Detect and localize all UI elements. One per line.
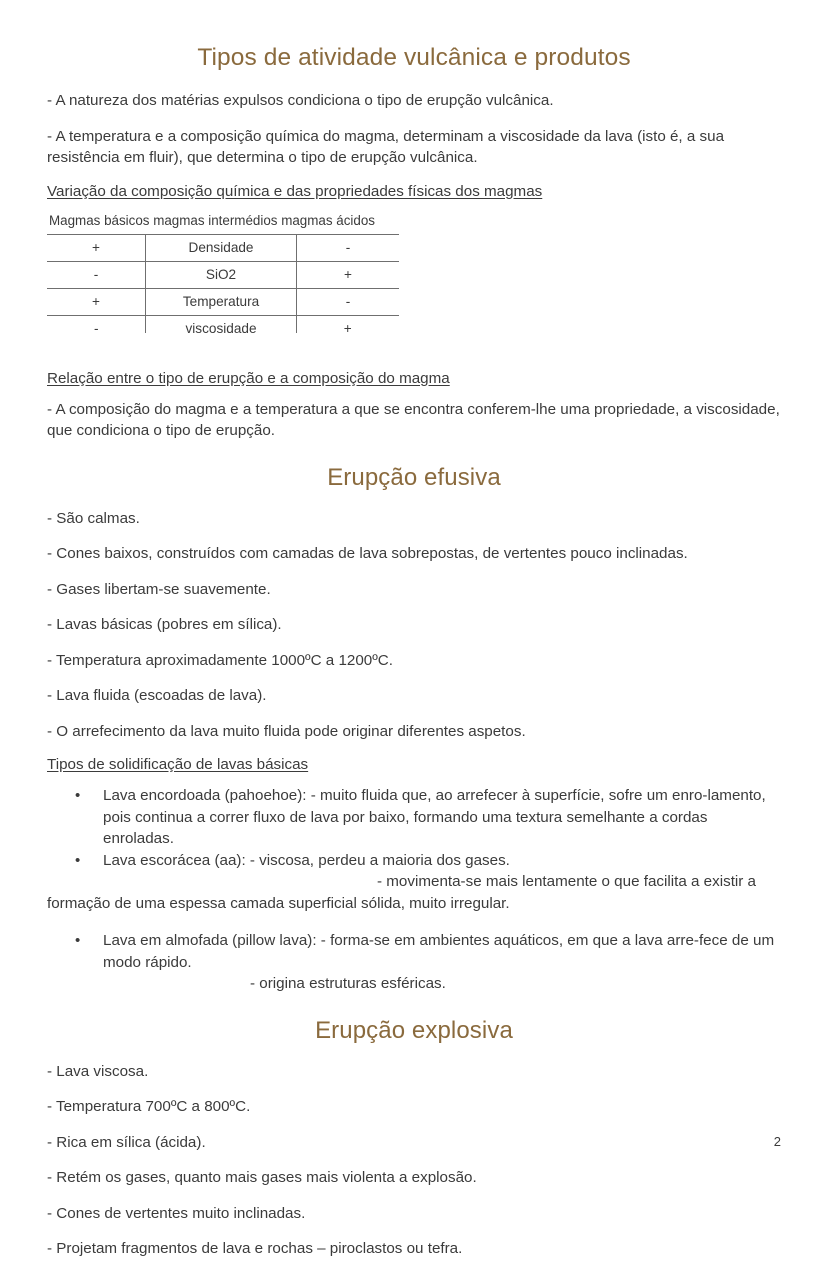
cell-basic-1: + [47, 234, 146, 261]
cell-property-1: Densidade [146, 234, 297, 261]
section-title-efusiva: Erupção efusiva [327, 463, 501, 491]
section-title-explosiva: Erupção explosiva [315, 1016, 513, 1044]
cell-property-2: SiO2 [146, 261, 297, 288]
cell-acid-2: + [297, 261, 400, 288]
cell-basic-4: - [47, 315, 146, 342]
heading-solidificacao-text: Tipos de solidificação de lavas básicas [47, 756, 309, 773]
heading-variacao [47, 183, 781, 200]
cell-acid-3: - [297, 288, 400, 315]
efusiva-item-2: - Cones baixos, construídos com camadas de lava sobrepostas, de vertentes pouco inclinadas. [47, 545, 688, 562]
magma-properties-table [47, 234, 399, 342]
intro-paragraph-2: - A temperatura e a composição química do magma, determinam a viscosidade da lava (isto é, a sua resistência em fluir), que determina o tipo de erupção vulcânica. [47, 127, 725, 166]
explosiva-item-2: - Temperatura 700ºC a 800ºC. [47, 1098, 251, 1115]
list-item: • Lava em almofada (pillow lava): - forma-se em ambientes aquáticos, em que a lava arre-fece de um modo rápido. [103, 930, 781, 973]
cell-acid-4: + [297, 315, 400, 342]
document-content [47, 44, 781, 1274]
cell-basic-3: + [47, 288, 146, 315]
heading-relacao-text: Relação entre o tipo de erupção e a composição do magma [47, 369, 450, 387]
bullet2-continuation: - movimenta-se mais lentamente o que facilita a existir a formação de uma espessa camada superficial sólida, muito irregular. [47, 873, 757, 912]
list-item: • Lava encordoada (pahoehoe): - muito fluida que, ao arrefecer à superfície, sofre um enro-lamento, pois continua a correr fluxo de lava por baixo, formando uma textura semelhante a cordas enroladas. [103, 785, 781, 850]
cell-acid-1: - [297, 234, 400, 261]
efusiva-item-3: - Gases libertam-se suavemente. [47, 580, 271, 598]
intro-paragraph-1: - A natureza dos matérias expulsos condiciona o tipo de erupção vulcânica. [47, 92, 554, 109]
spacer [47, 914, 781, 930]
page-number: 2 [773, 1134, 781, 1149]
explosiva-item-4: - Retém os gases, quanto mais gases mais violenta a explosão. [47, 1169, 477, 1186]
heading-variacao-text: Variação da composição química e das propriedades físicas dos magmas [47, 182, 543, 200]
solidificacao-bullet-list [47, 785, 781, 871]
heading-relacao [47, 370, 781, 387]
efusiva-item-4: - Lavas básicas (pobres em sílica). [47, 616, 282, 633]
table-row [47, 315, 399, 342]
table-row [47, 261, 399, 288]
efusiva-item-5: - Temperatura aproximadamente 1000ºC a 1200ºC. [47, 651, 393, 669]
table-caption: Magmas básicos magmas intermédios magmas ácidos [49, 212, 375, 228]
efusiva-item-7: - O arrefecimento da lava muito fluida pode originar diferentes aspetos. [47, 722, 526, 740]
relacao-paragraph-1: - A composição do magma e a temperatura a que se encontra conferem-lhe uma propriedade, a viscosidade, que condiciona o tipo de erupção. [47, 400, 780, 439]
cell-property-4: viscosidade [146, 315, 297, 342]
efusiva-item-6: - Lava fluida (escoadas de lava). [47, 687, 267, 704]
heading-solidificacao [47, 756, 781, 773]
cell-basic-2: - [47, 261, 146, 288]
table-row [47, 288, 399, 315]
explosiva-item-5: - Cones de vertentes muito inclinadas. [47, 1204, 306, 1222]
explosiva-item-1: - Lava viscosa. [47, 1062, 149, 1080]
efusiva-item-1: - São calmas. [47, 509, 140, 527]
spacer [47, 346, 781, 356]
explosiva-item-6: - Projetam fragmentos de lava e rochas – piroclastos ou tefra. [47, 1240, 463, 1257]
page-title: Tipos de atividade vulcânica e produtos [197, 44, 631, 71]
explosiva-item-3: - Rica em sílica (ácida). [47, 1133, 206, 1151]
cell-property-3: Temperatura [146, 288, 297, 315]
table-row [47, 234, 399, 261]
bullet3-continuation: - origina estruturas esféricas. [250, 975, 446, 992]
solidificacao-bullet-list-2 [47, 930, 781, 973]
list-item: • Lava escorácea (aa): - viscosa, perdeu a maioria dos gases. [103, 850, 781, 872]
